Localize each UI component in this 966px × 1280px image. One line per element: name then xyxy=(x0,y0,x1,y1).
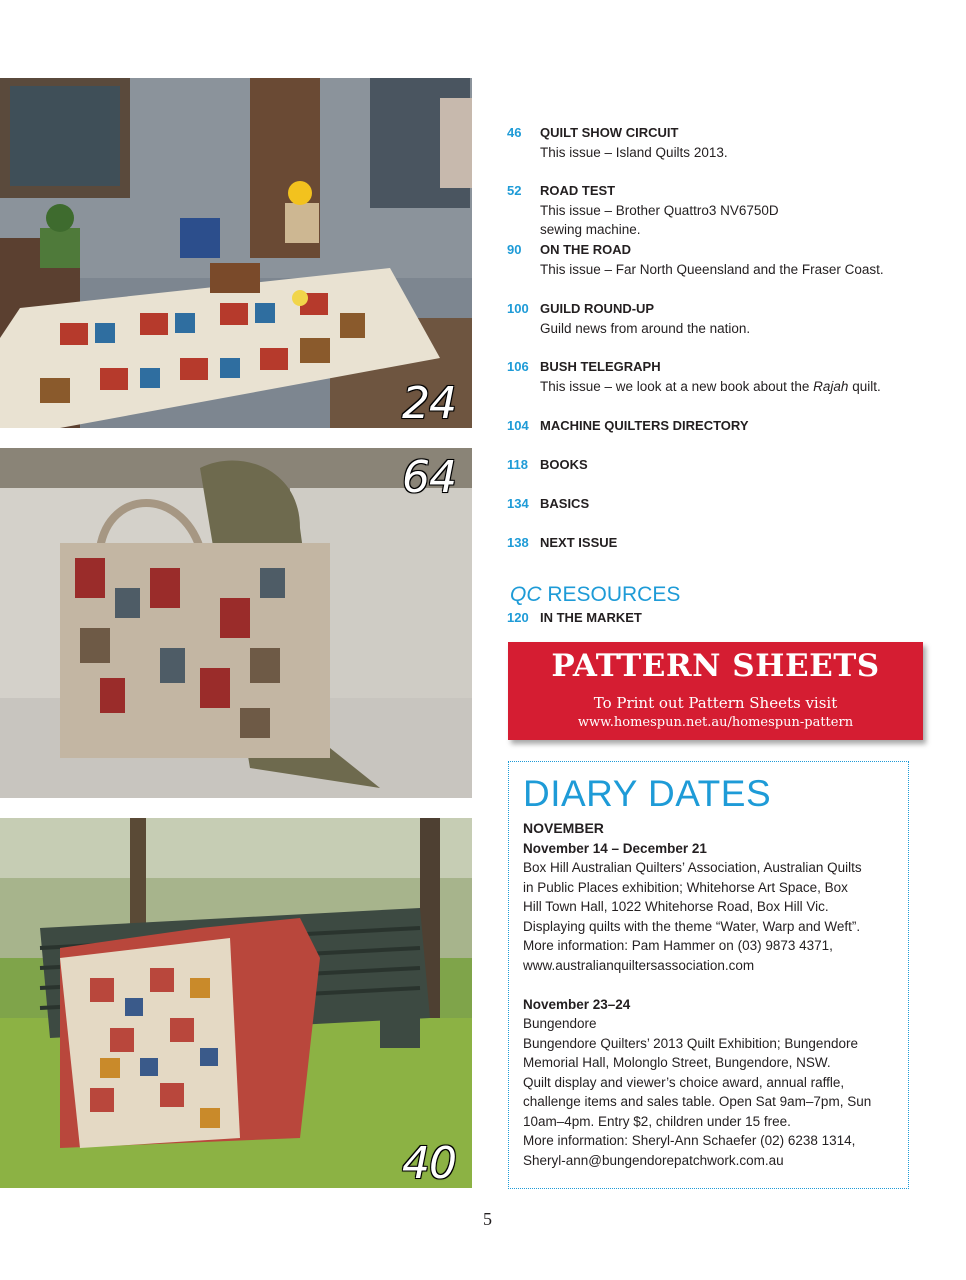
page-reference-number: 24 xyxy=(402,378,456,428)
event-link[interactable]: www.australianquiltersassociation.com xyxy=(523,957,755,973)
table-quilt-photo xyxy=(0,78,472,428)
toc-page-number: 46 xyxy=(507,125,522,140)
toc-description: This issue – we look at a new book about the Rajah quilt. xyxy=(540,378,881,394)
toc-page-number: 104 xyxy=(507,418,529,433)
pattern-sheets-text: To Print out Pattern Sheets visit xyxy=(593,694,838,712)
toc-title: ROAD TEST xyxy=(540,183,616,198)
toc-page-number: 90 xyxy=(507,242,522,257)
event-line: Quilt display and viewer’s choice award, annual raffle, xyxy=(523,1074,845,1090)
diary-dates-body xyxy=(523,819,908,1170)
event-line: Displaying quilts with the theme “Water, Warp and Weft”. xyxy=(523,918,861,934)
bench-quilt-photo xyxy=(0,818,472,1188)
toc-entry[interactable] xyxy=(507,610,642,625)
toc-title: BOOKS xyxy=(540,457,588,472)
event-line: challenge items and sales table. Open Sat 9am–7pm, Sun xyxy=(523,1094,872,1109)
toc-page-number: 120 xyxy=(507,610,529,625)
toc-title: BUSH TELEGRAPH xyxy=(540,359,661,374)
toc-page-number: 118 xyxy=(507,457,528,472)
event-line: Hill Town Hall, 1022 Whitehorse Road, Box Hill Vic. xyxy=(523,899,829,914)
pattern-sheets-link[interactable]: www.homespun.net.au/homespun-pattern xyxy=(577,715,854,730)
toc-title: NEXT ISSUE xyxy=(540,535,618,550)
event-date: November 23–24 xyxy=(523,996,631,1012)
diary-dates-title: DIARY DATES xyxy=(523,773,772,814)
toc-page-number: 106 xyxy=(507,359,529,374)
diary-month: NOVEMBER xyxy=(523,820,604,836)
event-link[interactable]: Sheryl-ann@bungendorepatchwork.com.au xyxy=(523,1152,784,1168)
event-line: in Public Places exhibition; Whitehorse Art Space, Box xyxy=(523,879,848,895)
page-reference-number: 40 xyxy=(402,1138,456,1188)
toc-page-number: 134 xyxy=(507,496,529,511)
event-line: Box Hill Australian Quilters’ Association, Australian Quilts xyxy=(523,860,862,875)
toc-title: ON THE ROAD xyxy=(540,242,631,257)
toc-page-number: 138 xyxy=(507,535,529,550)
event-line: Memorial Hall, Molonglo Street, Bungendore, NSW. xyxy=(523,1055,831,1070)
toc-description: sewing machine. xyxy=(540,222,641,237)
toc-title: MACHINE QUILTERS DIRECTORY xyxy=(540,418,749,433)
pattern-sheets-banner xyxy=(508,642,923,740)
tote-bag-photo xyxy=(0,448,472,798)
page-reference-number: 64 xyxy=(402,452,456,503)
toc-description: This issue – Far North Queensland and the Fraser Coast. xyxy=(540,261,884,277)
toc-page-number: 52 xyxy=(507,183,522,198)
qc-resources-heading: QC RESOURCES xyxy=(510,583,681,606)
event-line: 10am–4pm. Entry $2, children under 15 free. xyxy=(523,1113,791,1129)
toc-page-number: 100 xyxy=(507,301,529,316)
toc-description: This issue – Island Quilts 2013. xyxy=(540,144,728,160)
diary-dates-box xyxy=(508,761,909,1189)
toc-title: QUILT SHOW CIRCUIT xyxy=(540,125,679,140)
toc-title: GUILD ROUND-UP xyxy=(540,301,655,316)
event-date: November 14 – December 21 xyxy=(523,840,707,856)
event-line: Bungendore Quilters’ 2013 Quilt Exhibition; Bungendore xyxy=(523,1035,858,1051)
event-line: More information: Sheryl-Ann Schaefer (02) 6238 1314, xyxy=(523,1133,856,1148)
toc-description: This issue – Brother Quattro3 NV6750D xyxy=(540,202,779,218)
page-number: 5 xyxy=(483,1209,492,1229)
toc-title: IN THE MARKET xyxy=(540,610,642,625)
event-line: More information: Pam Hammer on (03) 9873 4371, xyxy=(523,938,833,953)
event-line: Bungendore xyxy=(523,1016,597,1031)
toc-description: Guild news from around the nation. xyxy=(540,320,751,336)
toc-title: BASICS xyxy=(540,496,590,511)
pattern-sheets-title: PATTERN SHEETS xyxy=(551,648,880,684)
